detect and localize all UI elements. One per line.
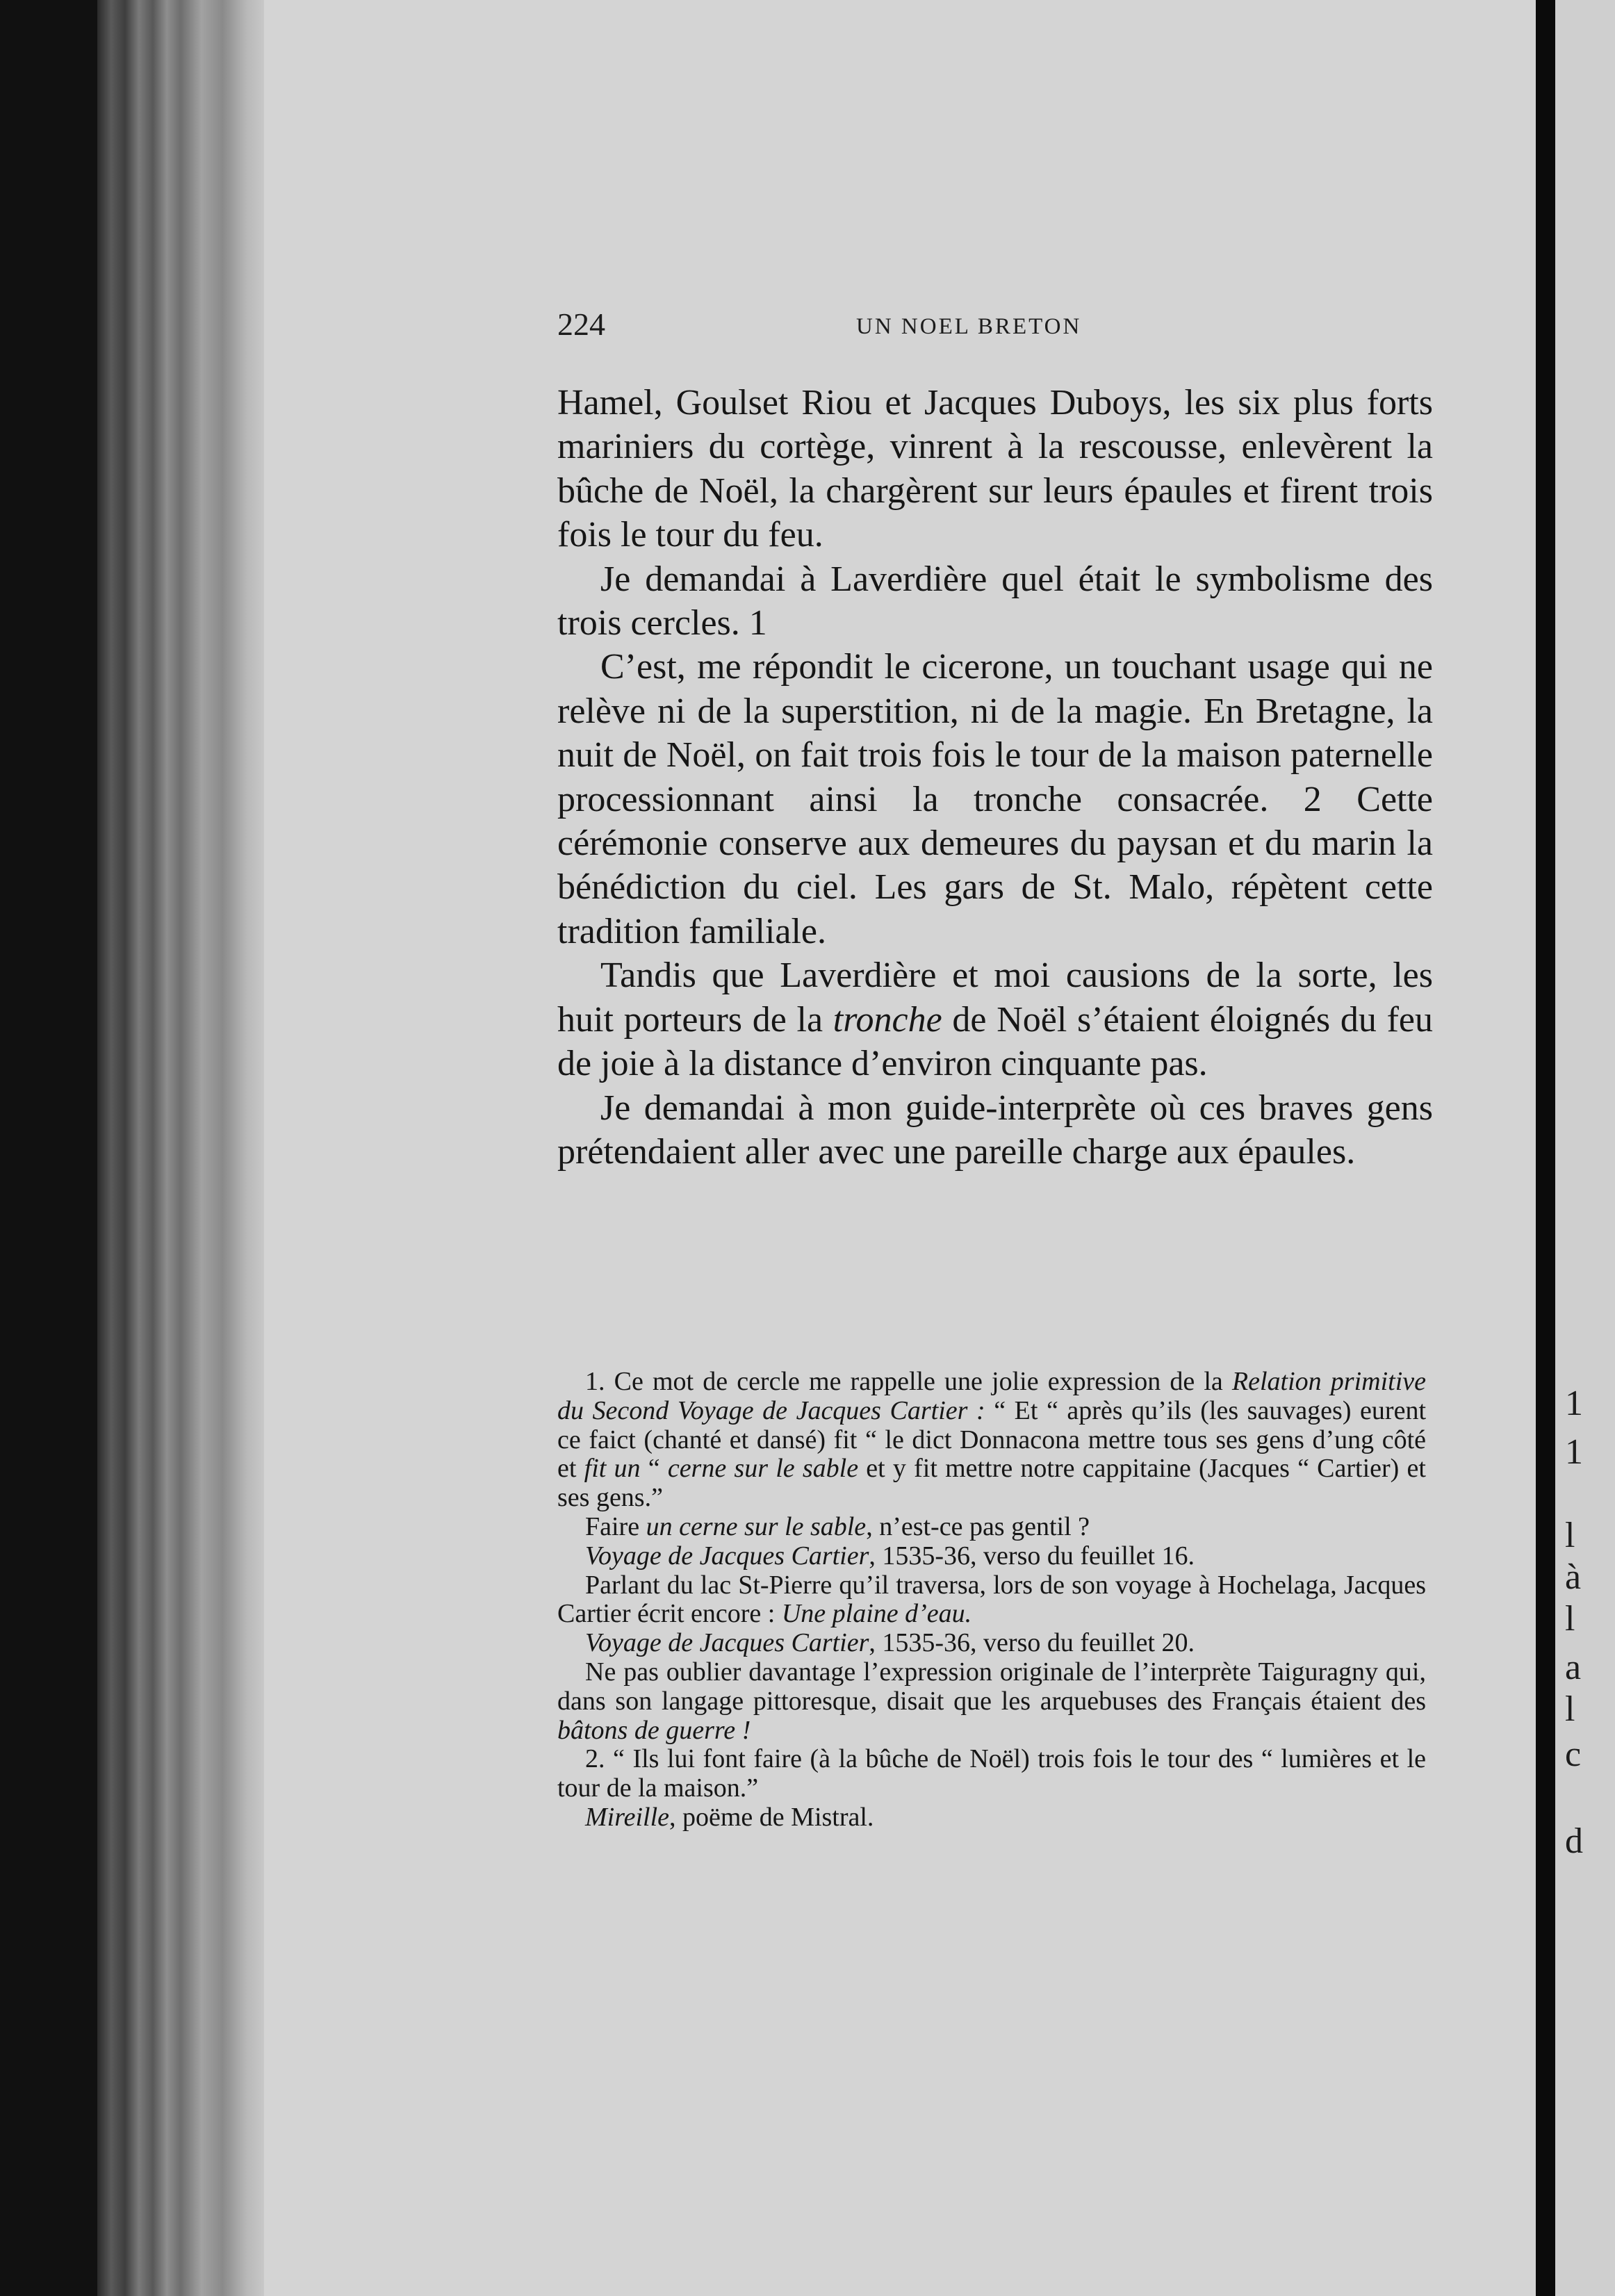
footnote-line: Mireille, poëme de Mistral. <box>585 1802 874 1832</box>
footnote-2: 2. “ Ils lui font faire (à la bûche de Noël) trois fois le tour des “ lumières et le tour de la maison.” <box>557 1744 1426 1803</box>
page-stack-edge <box>97 0 264 2296</box>
paragraph: C’est, me répondit le cicerone, un touchant usage qui ne relève ni de la superstition, ni de la magie. En Bretagne, la nuit de Noël, on fait trois fois le tour de la maison paternelle processionnant ainsi la tronche consacrée. 2 Cette cérémonie conserve aux demeures du paysan et du marin la bénédiction du ciel. Les gars de St. Malo, répètent cette tradition familiale. <box>557 647 1433 951</box>
footnote-line: Faire un cerne sur le sable, n’est-ce pas gentil ? <box>585 1511 1090 1541</box>
page-number: 224 <box>557 306 605 342</box>
paragraph: Je demandai à Laverdière quel était le symbolisme des trois cercles. 1 <box>557 559 1433 643</box>
next-page-glyph: c <box>1565 1735 1582 1774</box>
paragraph: Tandis que Laverdière et moi causions de la sorte, les huit porteurs de la tronche de Noël s’étaient éloignés du feu de joie à la distance d’environ cinquante pas. <box>557 956 1433 1084</box>
footnote-line: Parlant du lac St-Pierre qu’il traversa, lors de son voyage à Hochelaga, Jacques Cartier écrit encore : Une plaine d’eau. <box>557 1570 1426 1629</box>
next-page-glyph: l <box>1565 1689 1575 1729</box>
next-page-glyph: à <box>1565 1557 1582 1597</box>
next-page-glyph: l <box>1565 1516 1575 1555</box>
next-page-glyph: 1 <box>1565 1384 1583 1423</box>
next-page-glyph: l <box>1565 1599 1575 1639</box>
footnote-1: 1. Ce mot de cercle me rappelle une jolie expression de la Relation primitive du Second Voyage de Jacques Cartier : “ Et “ après qu’ils (les sauvages) eurent ce faict (chanté et dansé) fit “ le dict Donnacona mettre tous ses gens d’ung côté et fit un “ cerne sur le sable et y fit mettre notre cappitaine (Jacques “ Cartier) et ses gens.” <box>557 1367 1426 1513</box>
gutter-shadow <box>1536 0 1555 2296</box>
footnote-line: Ne pas oublier davantage l’expression originale de l’interprète Taiguragny qui, dans son langage pittoresque, disait que les arquebuses des Français étaient des bâtons de guerre ! <box>557 1657 1426 1745</box>
paragraph: Je demandai à mon guide-interprète où ces braves gens prétendaient aller avec une pareille charge aux épaules. <box>557 1088 1433 1172</box>
running-title: UN NOEL BRETON <box>856 314 1082 339</box>
footnote-line: Voyage de Jacques Cartier, 1535-36, verso du feuillet 20. <box>585 1628 1195 1658</box>
next-page-glyph: 1 <box>1565 1432 1583 1472</box>
next-page-glyph: d <box>1565 1821 1583 1861</box>
body-text <box>557 381 1433 1174</box>
next-page-fragment <box>1555 0 1615 2296</box>
footnotes <box>557 1368 1426 1832</box>
footnote-line: Voyage de Jacques Cartier, 1535-36, verso du feuillet 16. <box>585 1541 1195 1571</box>
running-head <box>557 306 1461 354</box>
paragraph: Hamel, Goulset Riou et Jacques Duboys, les six plus forts mariniers du cortège, vinrent à la rescousse, enlevèrent la bûche de Noël, la chargèrent sur leurs épaules et firent trois fois le tour du feu. <box>557 383 1433 555</box>
book-cover-edge <box>0 0 97 2296</box>
next-page-glyph: a <box>1565 1648 1582 1687</box>
